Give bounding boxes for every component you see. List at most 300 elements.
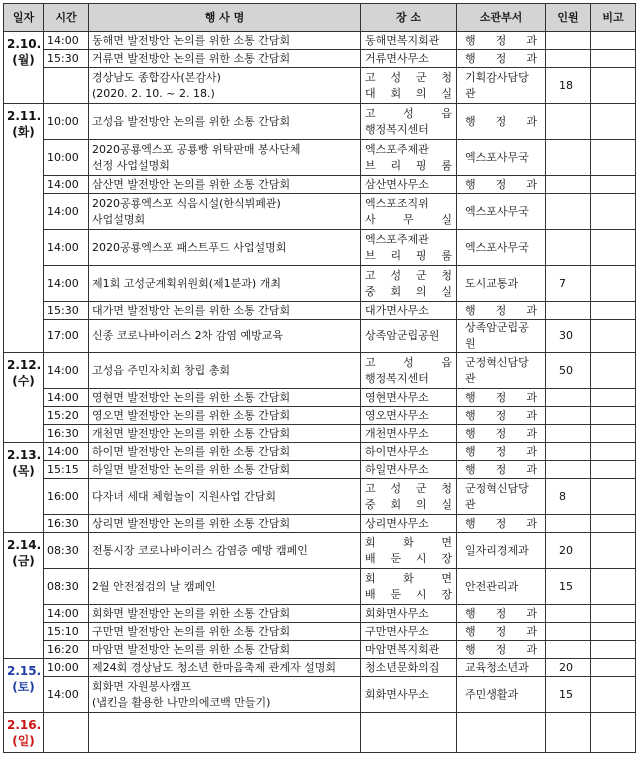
days-0-rows-2-dept-line: 기획감사담당관 (465, 70, 529, 100)
event-name-cell (89, 68, 361, 104)
time-cell (44, 713, 89, 753)
note-cell (591, 104, 636, 140)
department-cell (457, 659, 546, 677)
time-cell: 14:00 (44, 443, 89, 461)
event-name-cell (89, 659, 361, 677)
days-0-rows-2-event-line: (2020. 2. 10. ~ 2. 18.) (92, 86, 215, 100)
time-cell: 16:30 (44, 425, 89, 443)
place-cell (361, 353, 457, 389)
days-3-rows-2-place-line: 고 성 군 청 (365, 481, 452, 495)
event-name-cell (89, 230, 361, 266)
event-name-cell (89, 443, 361, 461)
place-cell (361, 194, 457, 230)
department-cell (457, 320, 546, 353)
days-1-rows-6-dept-line: 행 정 과 (465, 303, 537, 317)
days-4-rows-0-place-line: 회 화 면 (365, 535, 452, 549)
note-cell (591, 302, 636, 320)
table-row (4, 713, 636, 753)
date-label: 2.11. (7, 109, 42, 123)
department-cell (457, 641, 546, 659)
event-name-cell (89, 623, 361, 641)
note-cell (591, 677, 636, 713)
table-row (4, 641, 636, 659)
department-cell (457, 533, 546, 569)
place-cell (361, 68, 457, 104)
attendee-count-cell (546, 32, 591, 50)
department-cell (457, 230, 546, 266)
attendee-count-cell (546, 140, 591, 176)
note-cell (591, 425, 636, 443)
date-cell (4, 353, 44, 443)
note-cell (591, 320, 636, 353)
days-0-rows-1-dept-line: 행 정 과 (465, 51, 537, 65)
days-2-rows-1-place-line: 영현면사무소 (365, 390, 429, 404)
days-1-rows-0-dept-line: 행 정 과 (465, 114, 537, 128)
note-cell (591, 407, 636, 425)
days-2-rows-1-dept-line: 행 정 과 (465, 390, 537, 404)
note-cell (591, 515, 636, 533)
days-3-rows-0-event-line: 하이면 발전방안 논의를 위한 소통 간담회 (92, 444, 291, 458)
header-note: 비고 (591, 4, 636, 32)
place-cell (361, 677, 457, 713)
time-cell: 10:00 (44, 659, 89, 677)
days-1-rows-7-dept-line: 상족암군립공원 (465, 321, 529, 350)
department-cell (457, 623, 546, 641)
department-cell (457, 302, 546, 320)
place-cell (361, 389, 457, 407)
days-1-rows-4-event-line: 2020공룡엑스포 패스트푸드 사업설명회 (92, 240, 287, 254)
days-1-rows-4-place-line: 엑스포주제관 (365, 232, 429, 246)
department-cell (457, 389, 546, 407)
table-row (4, 353, 636, 389)
place-cell (361, 515, 457, 533)
days-5-rows-1-place-line: 회화면사무소 (365, 687, 429, 701)
attendee-count-cell (546, 194, 591, 230)
time-cell: 14:00 (44, 266, 89, 302)
attendee-count-cell (546, 302, 591, 320)
header-dept: 소관부서 (457, 4, 546, 32)
days-3-rows-2-dept-line: 군정혁신담당관 (465, 481, 529, 511)
department-cell (457, 194, 546, 230)
days-5-rows-1-event-line: 회화면 자원봉사캠프 (92, 679, 192, 693)
days-1-rows-1-event-line: 선정 사업설명회 (92, 158, 170, 172)
event-name-cell (89, 677, 361, 713)
note-cell (591, 50, 636, 68)
days-2-rows-0-event-line: 고성읍 주민자치회 창립 총회 (92, 363, 231, 377)
time-cell: 10:00 (44, 140, 89, 176)
days-1-rows-2-dept-line: 행 정 과 (465, 177, 537, 191)
department-cell (457, 605, 546, 623)
days-0-rows-0-place-line: 동해면복지회관 (365, 33, 440, 47)
date-cell (4, 104, 44, 353)
place-cell (361, 641, 457, 659)
note-cell (591, 68, 636, 104)
place-cell (361, 569, 457, 605)
table-row (4, 50, 636, 68)
time-cell: 17:00 (44, 320, 89, 353)
days-1-rows-0-place-line: 행정복지센터 (365, 122, 429, 136)
place-cell (361, 605, 457, 623)
attendee-count-cell: 8 (546, 479, 591, 515)
days-0-rows-0-event-line: 동해면 발전방안 논의를 위한 소통 간담회 (92, 33, 291, 47)
table-row (4, 443, 636, 461)
days-1-rows-6-event-line: 대가면 발전방안 논의를 위한 소통 간담회 (92, 303, 291, 317)
department-cell (457, 515, 546, 533)
note-cell (591, 533, 636, 569)
department-cell (457, 677, 546, 713)
place-cell (361, 713, 457, 753)
event-name-cell (89, 302, 361, 320)
department-cell (457, 461, 546, 479)
place-cell (361, 176, 457, 194)
place-cell (361, 479, 457, 515)
weekday-label: (금) (12, 554, 35, 568)
days-4-rows-0-place-line: 배 둔 시 장 (365, 551, 452, 565)
days-5-rows-0-event-line: 제24회 경상남도 청소년 한마음축제 관계자 설명회 (92, 660, 336, 674)
days-4-rows-3-dept-line: 행 정 과 (465, 624, 537, 638)
table-row (4, 623, 636, 641)
days-4-rows-2-event-line: 회화면 발전방안 논의를 위한 소통 간담회 (92, 606, 291, 620)
days-1-rows-7-place-line: 상족암군립공원 (365, 329, 440, 342)
days-1-rows-4-place-line: 브 리 핑 룸 (365, 248, 452, 262)
days-1-rows-3-event-line: 2020공룡엑스포 식음시설(한식뷔페관) (92, 196, 281, 210)
date-cell (4, 659, 44, 713)
note-cell (591, 140, 636, 176)
attendee-count-cell: 18 (546, 68, 591, 104)
place-cell (361, 533, 457, 569)
days-2-rows-3-place-line: 개천면사무소 (365, 426, 429, 440)
days-4-rows-2-place-line: 회화면사무소 (365, 606, 429, 620)
days-1-rows-5-dept-line: 도시교통과 (465, 276, 519, 290)
place-cell (361, 659, 457, 677)
table-row (4, 605, 636, 623)
days-2-rows-3-dept-line: 행 정 과 (465, 426, 537, 440)
days-4-rows-3-event-line: 구만면 발전방안 논의를 위한 소통 간담회 (92, 624, 291, 638)
days-4-rows-1-place-line: 회 화 면 (365, 571, 452, 585)
days-1-rows-3-event-line: 사업설명회 (92, 212, 146, 226)
table-row (4, 389, 636, 407)
department-cell (457, 104, 546, 140)
weekday-label: (월) (12, 53, 35, 67)
event-name-cell (89, 605, 361, 623)
note-cell (591, 641, 636, 659)
days-5-rows-1-event-line: (냅킨을 활용한 나만의에코백 만들기) (92, 695, 271, 709)
days-4-rows-4-dept-line: 행 정 과 (465, 642, 537, 656)
days-2-rows-3-event-line: 개천면 발전방안 논의를 위한 소통 간담회 (92, 426, 291, 440)
weekday-label: (수) (12, 374, 35, 388)
note-cell (591, 194, 636, 230)
department-cell (457, 713, 546, 753)
days-1-rows-5-event-line: 제1회 고성군계획위원회(제1분과) 개최 (92, 276, 281, 290)
date-cell (4, 533, 44, 659)
attendee-count-cell (546, 623, 591, 641)
attendee-count-cell: 30 (546, 320, 591, 353)
days-2-rows-2-place-line: 영오면사무소 (365, 408, 429, 422)
days-3-rows-1-place-line: 하일면사무소 (365, 462, 429, 476)
event-schedule-table (3, 3, 636, 753)
table-row (4, 515, 636, 533)
note-cell (591, 461, 636, 479)
event-name-cell (89, 479, 361, 515)
days-0-rows-2-place-line: 대 회 의 실 (365, 86, 452, 100)
header-date: 일자 (4, 4, 44, 32)
table-row (4, 533, 636, 569)
event-name-cell (89, 176, 361, 194)
attendee-count-cell (546, 176, 591, 194)
department-cell (457, 479, 546, 515)
days-1-rows-2-place-line: 삼산면사무소 (365, 177, 429, 191)
header-place: 장 소 (361, 4, 457, 32)
days-4-rows-1-dept-line: 안전관리과 (465, 579, 519, 593)
date-label: 2.12. (7, 358, 42, 372)
attendee-count-cell (546, 641, 591, 659)
days-1-rows-1-dept-line: 엑스포사무국 (465, 150, 529, 164)
time-cell: 15:30 (44, 50, 89, 68)
attendee-count-cell: 50 (546, 353, 591, 389)
note-cell (591, 266, 636, 302)
event-name-cell (89, 32, 361, 50)
time-cell: 14:00 (44, 176, 89, 194)
days-1-rows-1-place-line: 브 리 핑 룸 (365, 158, 452, 172)
department-cell (457, 353, 546, 389)
event-name-cell (89, 266, 361, 302)
days-1-rows-5-place-line: 고 성 군 청 (365, 268, 452, 282)
event-name-cell (89, 320, 361, 353)
table-row (4, 461, 636, 479)
date-label: 2.14. (7, 538, 42, 552)
event-name-cell (89, 569, 361, 605)
event-name-cell (89, 389, 361, 407)
event-name-cell (89, 50, 361, 68)
place-cell (361, 425, 457, 443)
days-4-rows-2-dept-line: 행 정 과 (465, 606, 537, 620)
days-1-rows-0-event-line: 고성읍 발전방안 논의를 위한 소통 간담회 (92, 114, 291, 128)
weekday-label: (목) (12, 464, 35, 478)
attendee-count-cell (546, 515, 591, 533)
note-cell (591, 713, 636, 753)
time-cell: 14:00 (44, 677, 89, 713)
days-2-rows-2-dept-line: 행 정 과 (465, 408, 537, 422)
days-1-rows-5-place-line: 중 회 의 실 (365, 284, 452, 298)
days-2-rows-1-event-line: 영현면 발전방안 논의를 위한 소통 간담회 (92, 390, 291, 404)
time-cell: 14:00 (44, 389, 89, 407)
attendee-count-cell (546, 407, 591, 425)
time-cell: 14:00 (44, 32, 89, 50)
table-row (4, 230, 636, 266)
table-row (4, 194, 636, 230)
attendee-count-cell: 20 (546, 659, 591, 677)
date-cell (4, 32, 44, 104)
days-4-rows-4-place-line: 마암면복지회관 (365, 642, 440, 656)
time-cell: 14:00 (44, 230, 89, 266)
time-cell: 15:10 (44, 623, 89, 641)
days-0-rows-2-event-line: 경상남도 종합감사(본감사) (92, 70, 221, 84)
attendee-count-cell (546, 389, 591, 407)
days-0-rows-2-place-line: 고 성 군 청 (365, 70, 452, 84)
place-cell (361, 50, 457, 68)
department-cell (457, 443, 546, 461)
note-cell (591, 569, 636, 605)
days-3-rows-1-dept-line: 행 정 과 (465, 462, 537, 476)
days-0-rows-1-event-line: 거류면 발전방안 논의를 위한 소통 간담회 (92, 51, 291, 65)
event-name-cell (89, 461, 361, 479)
event-name-cell (89, 104, 361, 140)
time-cell: 15:30 (44, 302, 89, 320)
event-name-cell (89, 533, 361, 569)
days-3-rows-3-event-line: 상리면 발전방안 논의를 위한 소통 간담회 (92, 516, 291, 530)
days-1-rows-3-dept-line: 엑스포사무국 (465, 204, 529, 218)
table-row (4, 479, 636, 515)
table-row (4, 320, 636, 353)
department-cell (457, 68, 546, 104)
attendee-count-cell (546, 230, 591, 266)
place-cell (361, 32, 457, 50)
table-row (4, 32, 636, 50)
attendee-count-cell: 15 (546, 677, 591, 713)
days-3-rows-0-dept-line: 행 정 과 (465, 444, 537, 458)
event-name-cell (89, 641, 361, 659)
date-label: 2.10. (7, 37, 42, 51)
department-cell (457, 32, 546, 50)
place-cell (361, 407, 457, 425)
attendee-count-cell (546, 50, 591, 68)
days-1-rows-3-place-line: 사 무 실 (365, 212, 452, 226)
header-row (4, 4, 636, 32)
table-row (4, 302, 636, 320)
date-label: 2.16. (7, 718, 42, 732)
table-row (4, 677, 636, 713)
days-4-rows-1-event-line: 2월 안전점검의 날 캠페인 (92, 579, 216, 593)
note-cell (591, 230, 636, 266)
days-2-rows-0-place-line: 행정복지센터 (365, 371, 429, 385)
note-cell (591, 353, 636, 389)
time-cell (44, 68, 89, 104)
days-3-rows-1-event-line: 하일면 발전방안 논의를 위한 소통 간담회 (92, 462, 291, 476)
header-event: 행 사 명 (89, 4, 361, 32)
note-cell (591, 623, 636, 641)
weekday-label: (토) (12, 680, 35, 694)
event-name-cell (89, 407, 361, 425)
department-cell (457, 50, 546, 68)
note-cell (591, 32, 636, 50)
place-cell (361, 623, 457, 641)
days-0-rows-0-dept-line: 행 정 과 (465, 33, 537, 47)
department-cell (457, 569, 546, 605)
attendee-count-cell (546, 461, 591, 479)
department-cell (457, 407, 546, 425)
place-cell (361, 461, 457, 479)
days-2-rows-0-place-line: 고 성 읍 (365, 355, 452, 369)
time-cell: 15:15 (44, 461, 89, 479)
days-1-rows-1-place-line: 엑스포주제관 (365, 142, 429, 156)
days-0-rows-1-place-line: 거류면사무소 (365, 51, 429, 65)
time-cell: 15:20 (44, 407, 89, 425)
note-cell (591, 659, 636, 677)
place-cell (361, 443, 457, 461)
time-cell: 14:00 (44, 605, 89, 623)
date-label: 2.15. (7, 664, 42, 678)
days-1-rows-4-dept-line: 엑스포사무국 (465, 240, 529, 254)
schedule-body (4, 32, 636, 753)
attendee-count-cell (546, 104, 591, 140)
days-4-rows-3-place-line: 구만면사무소 (365, 624, 429, 638)
department-cell (457, 176, 546, 194)
days-5-rows-1-dept-line: 주민생활과 (465, 687, 519, 701)
days-5-rows-0-place-line: 청소년문화의집 (365, 660, 440, 674)
event-name-cell (89, 194, 361, 230)
days-1-rows-6-place-line: 대가면사무소 (365, 303, 429, 317)
attendee-count-cell (546, 713, 591, 753)
table-row (4, 68, 636, 104)
place-cell (361, 320, 457, 353)
department-cell (457, 266, 546, 302)
time-cell: 16:00 (44, 479, 89, 515)
event-name-cell (89, 140, 361, 176)
place-cell (361, 104, 457, 140)
days-1-rows-0-place-line: 고 성 읍 (365, 106, 452, 120)
days-5-rows-0-dept-line: 교육청소년과 (465, 660, 529, 674)
note-cell (591, 389, 636, 407)
note-cell (591, 479, 636, 515)
event-name-cell (89, 713, 361, 753)
event-name-cell (89, 425, 361, 443)
attendee-count-cell: 20 (546, 533, 591, 569)
days-4-rows-0-dept-line: 일자리경제과 (465, 543, 529, 557)
time-cell: 16:20 (44, 641, 89, 659)
place-cell (361, 230, 457, 266)
days-4-rows-4-event-line: 마암면 발전방안 논의를 위한 소통 간담회 (92, 642, 291, 656)
place-cell (361, 302, 457, 320)
days-3-rows-3-dept-line: 행 정 과 (465, 516, 537, 530)
time-cell: 08:30 (44, 569, 89, 605)
date-label: 2.13. (7, 448, 42, 462)
attendee-count-cell (546, 443, 591, 461)
days-1-rows-7-event-line: 신종 코로나바이러스 2차 감염 예방교육 (92, 329, 283, 342)
table-row (4, 407, 636, 425)
days-4-rows-0-event-line: 전통시장 코로나바이러스 감염증 예방 캠페인 (92, 543, 308, 557)
place-cell (361, 266, 457, 302)
table-row (4, 569, 636, 605)
weekday-label: (일) (12, 734, 35, 748)
attendee-count-cell (546, 425, 591, 443)
table-row (4, 659, 636, 677)
header-count: 인원 (546, 4, 591, 32)
time-cell: 14:00 (44, 353, 89, 389)
days-3-rows-2-place-line: 중 회 의 실 (365, 497, 452, 511)
days-3-rows-3-place-line: 상리면사무소 (365, 516, 429, 530)
note-cell (591, 176, 636, 194)
days-3-rows-0-place-line: 하이면사무소 (365, 444, 429, 458)
event-name-cell (89, 353, 361, 389)
table-row (4, 140, 636, 176)
time-cell: 08:30 (44, 533, 89, 569)
time-cell: 10:00 (44, 104, 89, 140)
department-cell (457, 425, 546, 443)
event-name-cell (89, 515, 361, 533)
days-1-rows-3-place-line: 엑스포조직위 (365, 196, 429, 210)
attendee-count-cell: 15 (546, 569, 591, 605)
date-cell (4, 713, 44, 753)
place-cell (361, 140, 457, 176)
time-cell: 16:30 (44, 515, 89, 533)
days-3-rows-2-event-line: 다자녀 세대 체험놀이 지원사업 간담회 (92, 489, 277, 503)
date-cell (4, 443, 44, 533)
department-cell (457, 140, 546, 176)
header-time: 시간 (44, 4, 89, 32)
attendee-count-cell (546, 605, 591, 623)
time-cell: 14:00 (44, 194, 89, 230)
days-4-rows-1-place-line: 배 둔 시 장 (365, 587, 452, 601)
